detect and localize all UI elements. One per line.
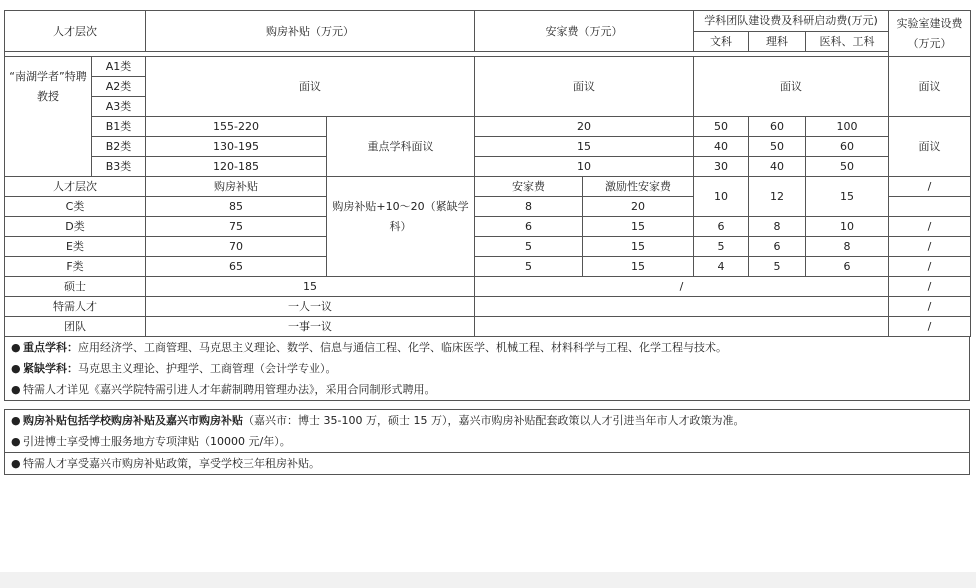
note-special-rent: ● 特需人才享受嘉兴市购房补贴政策，享受学校三年租房补贴。 [5,453,969,474]
special-label: 特需人才 [5,297,146,317]
level-e-housing: 70 [146,237,327,257]
level-e: E类 [5,237,146,257]
note-doctor-allowance: ● 引进博士享受博士服务地方专项津贴（10000 元/年）。 [5,431,969,452]
level-e-settle: 5 [475,237,583,257]
note-key-subjects: ● 重点学科：应用经济学、工商管理、马克思主义理论、数学、信息与通信工程、化学、临床医学、机械工程、材料科学与工程、化学工程与技术。 [5,337,969,358]
level-c-incentive: 20 [583,197,694,217]
bullet-icon: ● [11,414,21,427]
level-d: D类 [5,217,146,237]
special-lab: / [889,297,971,317]
notes-section-2 [4,409,970,453]
notes-section-1 [4,337,970,401]
level-d-settle: 6 [475,217,583,237]
team-rest [475,317,889,337]
second-housing-header: 购房补贴 [146,177,327,197]
nanhu-class-a1: A1类 [92,57,146,77]
level-e-yi: 8 [806,237,889,257]
nanhu-b1-housing: 155-220 [146,117,327,137]
level-e-incentive: 15 [583,237,694,257]
team-label: 团队 [5,317,146,337]
level-d-incentive: 15 [583,217,694,237]
team-lab: / [889,317,971,337]
master-value: 15 [146,277,475,297]
nanhu-a-settle: 面议 [475,57,694,117]
level-f-li: 5 [749,257,806,277]
nanhu-b2-wen: 40 [694,137,749,157]
level-c-housing: 85 [146,197,327,217]
level-f-lab: / [889,257,971,277]
nanhu-b3-yi: 50 [806,157,889,177]
nanhu-b2-li: 50 [749,137,806,157]
note-shortage-subjects: ● 紧缺学科：马克思主义理论、护理学、工商管理（会计学专业）。 [5,358,969,379]
level-d-housing: 75 [146,217,327,237]
notes-section-3 [4,453,970,475]
second-incentive-header: 激励性安家费 [583,177,694,197]
level-c-settle: 8 [475,197,583,217]
nanhu-class-a3: A3类 [92,97,146,117]
nanhu-b2-yi: 60 [806,137,889,157]
level-f-yi: 6 [806,257,889,277]
nanhu-group-label: “南湖学者”特聘教授 [5,57,92,177]
header-yi: 医科、工科 [806,32,889,52]
bullet-icon: ● [11,362,21,375]
level-f: F类 [5,257,146,277]
nanhu-b-key-subject: 重点学科面议 [327,117,475,177]
nanhu-b1-settle: 20 [475,117,694,137]
level-f-settle: 5 [475,257,583,277]
nanhu-a-housing: 面议 [146,57,475,117]
bullet-icon: ● [11,435,21,448]
nanhu-class-a2: A2类 [92,77,146,97]
header-housing-subsidy: 购房补贴（万元） [146,11,475,52]
level-f-housing: 65 [146,257,327,277]
level-e-lab: / [889,237,971,257]
bullet-icon: ● [11,341,21,354]
second-talent-level: 人才层次 [5,177,146,197]
level-c: C类 [5,197,146,217]
level-f-incentive: 15 [583,257,694,277]
nanhu-b3-housing: 120-185 [146,157,327,177]
level-c-lab [889,197,971,217]
nanhu-class-b2: B2类 [92,137,146,157]
special-rest [475,297,889,317]
level-f-wen: 4 [694,257,749,277]
nanhu-class-b1: B1类 [92,117,146,137]
nanhu-b-lab: 面议 [889,117,971,177]
nanhu-b2-housing: 130-195 [146,137,327,157]
master-lab: / [889,277,971,297]
nanhu-a-team: 面议 [694,57,889,117]
header-talent-level: 人才层次 [5,11,146,52]
footer-strip [0,572,976,588]
header-li: 理科 [749,32,806,52]
second-bonus: 购房补贴+10～20（紧缺学科） [327,177,475,277]
level-d-yi: 10 [806,217,889,237]
note-housing-subsidy: ● 购房补贴包括学校购房补贴及嘉兴市购房补贴（嘉兴市：博士 35-100 万，硕士 15 万），嘉兴市购房补贴配套政策以人才引进当年市人才政策为准。 [5,410,969,431]
level-d-li: 8 [749,217,806,237]
policy-document [4,10,970,475]
team-value: 一事一议 [146,317,475,337]
talent-subsidy-table [4,10,971,337]
level-e-wen: 5 [694,237,749,257]
bullet-icon: ● [11,457,21,470]
nanhu-class-b3: B3类 [92,157,146,177]
nanhu-a-lab: 面议 [889,57,971,117]
header-settlement: 安家费（万元） [475,11,694,52]
nanhu-b1-li: 60 [749,117,806,137]
level-d-wen: 6 [694,217,749,237]
nanhu-b1-wen: 50 [694,117,749,137]
header-lab-fund: 实验室建设费（万元） [889,11,971,57]
nanhu-b3-wen: 30 [694,157,749,177]
c-team-li: 12 [749,177,806,217]
special-value: 一人一议 [146,297,475,317]
level-e-li: 6 [749,237,806,257]
header-wen: 文科 [694,32,749,52]
bullet-icon: ● [11,383,21,396]
note-special-talent: ● 特需人才详见《嘉兴学院特需引进人才年薪制聘用管理办法》，采用合同制形式聘用。 [5,379,969,400]
c-team-wen: 10 [694,177,749,217]
c-team-yi: 15 [806,177,889,217]
level-d-lab: / [889,217,971,237]
master-rest: / [475,277,889,297]
nanhu-b2-settle: 15 [475,137,694,157]
second-lab-slash: / [889,177,971,197]
nanhu-b3-settle: 10 [475,157,694,177]
nanhu-b1-yi: 100 [806,117,889,137]
header-team-fund: 学科团队建设费及科研启动费(万元) [694,11,889,32]
master-label: 硕士 [5,277,146,297]
nanhu-b3-li: 40 [749,157,806,177]
second-settle-header: 安家费 [475,177,583,197]
